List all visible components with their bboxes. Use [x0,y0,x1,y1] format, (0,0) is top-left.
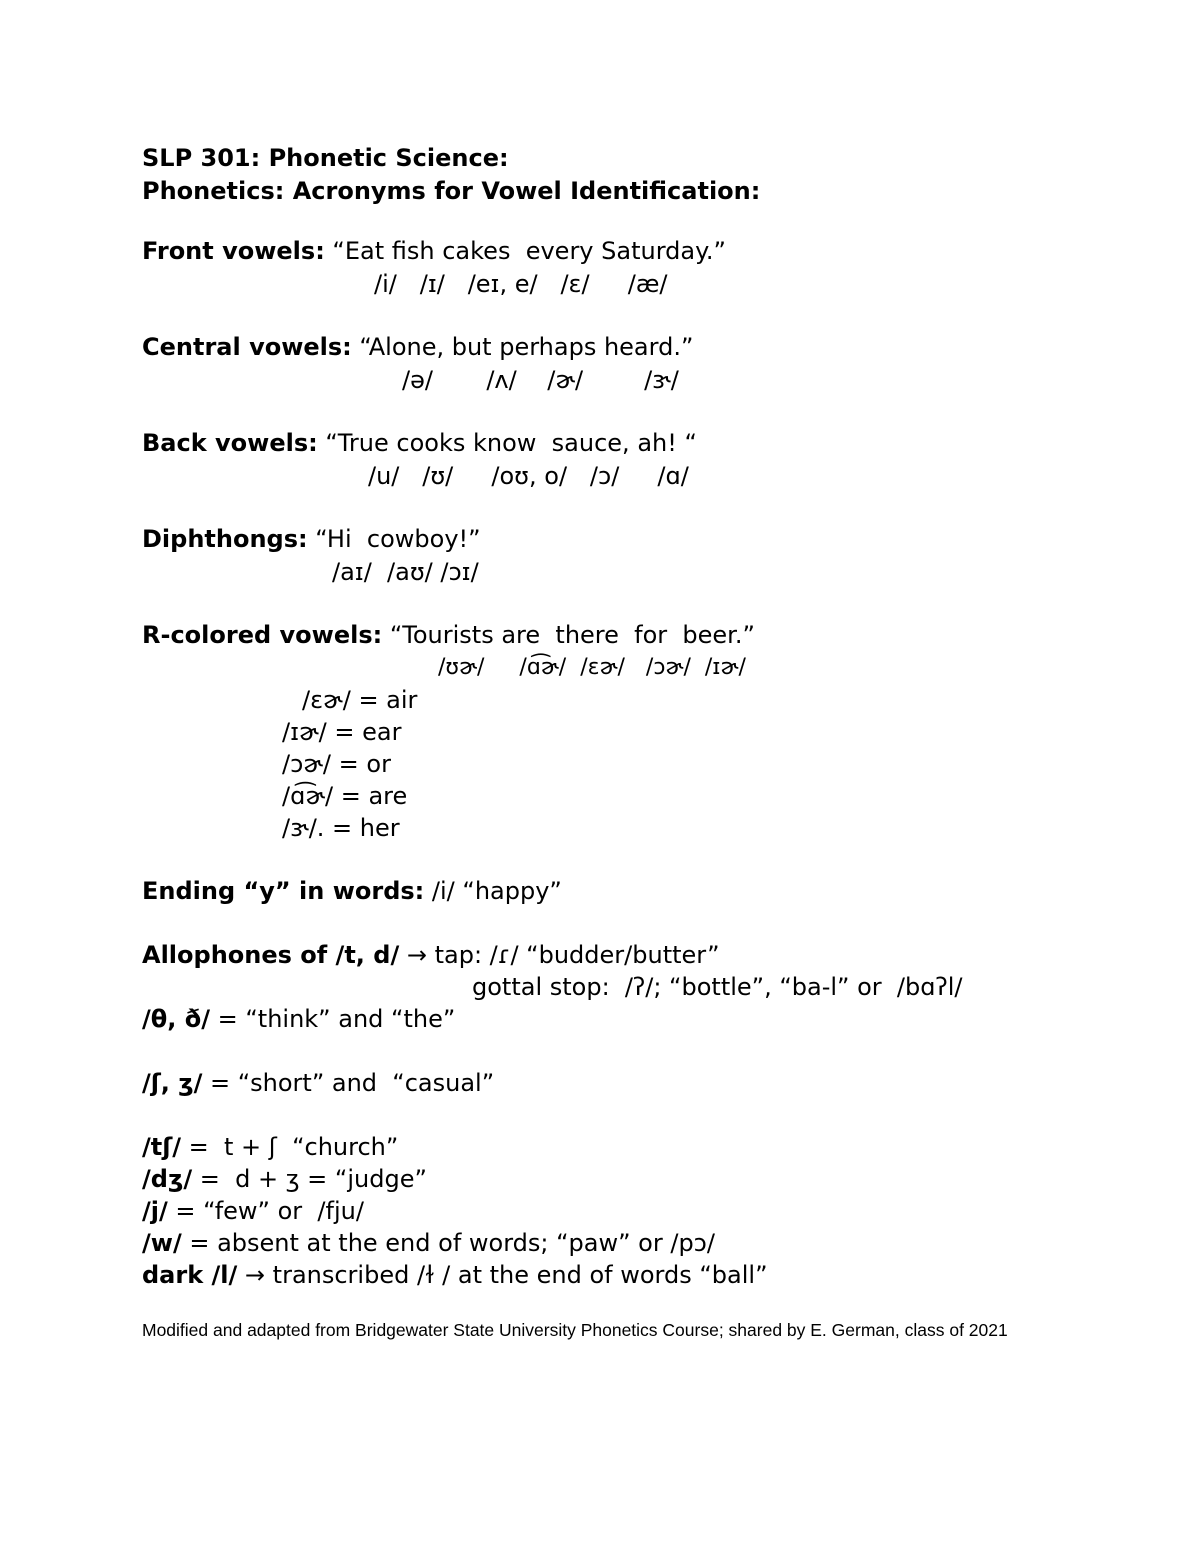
title-course: SLP 301: Phonetic Science: [142,144,509,172]
dark-l-label: dark /l/ [142,1261,238,1289]
dark-l-line [142,1261,768,1289]
r-colored-phrase: “Tourists are there for beer.” [382,621,755,649]
back-vowels-ipa: /u/ /ʊ/ /oʊ, o/ /ɔ/ /ɑ/ [368,462,689,490]
central-vowels-label: Central vowels: [142,333,352,361]
ending-y-label: Ending “y” in words: [142,877,425,905]
esh-ezh-label: /ʃ, ʒ/ [142,1069,203,1097]
footnote: Modified and adapted from Bridgewater State University Phonetics Course; shared by E. German, class of 2021 [142,1320,1008,1340]
dzh-label: /dʒ/ [142,1165,193,1193]
diphthongs-line [142,525,481,553]
diphthongs-label: Diphthongs: [142,525,308,553]
central-vowels-ipa: /ə/ /ʌ/ /ɚ/ /ɝ/ [402,366,679,394]
allophones-glottal-stop: gottal stop: /ʔ/; “bottle”, “ba-l” or /bɑʔl/ [472,973,963,1001]
tsh-rest: = t + ʃ “church” [180,1133,399,1161]
w-rest: = absent at the end of words; “paw” or /pɔ/ [181,1229,715,1257]
allophones-tap: → tap: /ɾ/ “budder/butter” [399,941,720,969]
diphthongs-phrase: “Hi cowboy!” [307,525,481,553]
central-vowels-line [142,333,693,361]
allophones-label: Allophones of /t, d/ [142,941,400,969]
ending-y-rest: /i/ “happy” [424,877,562,905]
front-vowels-ipa: /i/ /ɪ/ /eɪ, e/ /ɛ/ /æ/ [374,270,668,298]
esh-ezh-line [142,1069,494,1097]
tsh-line [142,1133,398,1161]
diphthongs-ipa: /aɪ/ /aʊ/ /ɔɪ/ [332,558,479,586]
allophones-line [142,941,720,969]
theta-eth-rest: = “think” and “the” [209,1005,456,1033]
w-line [142,1229,715,1257]
dark-l-rest: → transcribed /ɫ / at the end of words “ball” [237,1261,768,1289]
dzh-rest: = d + ʒ = “judge” [192,1165,427,1193]
front-vowels-line [142,237,726,265]
r-colored-are: /ɑ͡ɚ/ = are [282,782,408,810]
back-vowels-phrase: “True cooks know sauce, ah! “ [317,429,697,457]
r-colored-label: R-colored vowels: [142,621,383,649]
r-colored-ear: /ɪɚ/ = ear [282,718,402,746]
r-colored-or: /ɔɚ/ = or [282,750,391,778]
front-vowels-phrase: “Eat fish cakes every Saturday.” [324,237,726,265]
tsh-label: /tʃ/ [142,1133,181,1161]
dzh-line [142,1165,427,1193]
theta-eth-label: /θ, ð/ [142,1005,210,1033]
r-colored-air: /ɛɚ/ = air [302,686,418,714]
ending-y-line [142,877,562,905]
back-vowels-label: Back vowels: [142,429,318,457]
j-rest: = “few” or /fju/ [167,1197,364,1225]
esh-ezh-rest: = “short” and “casual” [202,1069,495,1097]
j-label: /j/ [142,1197,168,1225]
front-vowels-label: Front vowels: [142,237,325,265]
r-colored-her: /ɝ/. = her [282,814,400,842]
back-vowels-line [142,429,697,457]
title-topic: Phonetics: Acronyms for Vowel Identification: [142,177,761,205]
r-colored-line [142,621,755,649]
r-colored-ipa: /ʊɚ/ /ɑ͡ɚ/ /ɛɚ/ /ɔɚ/ /ɪɚ/ [438,655,746,680]
j-line [142,1197,364,1225]
theta-eth-line [142,1005,455,1033]
central-vowels-phrase: “Alone, but perhaps heard.” [351,333,694,361]
w-label: /w/ [142,1229,182,1257]
